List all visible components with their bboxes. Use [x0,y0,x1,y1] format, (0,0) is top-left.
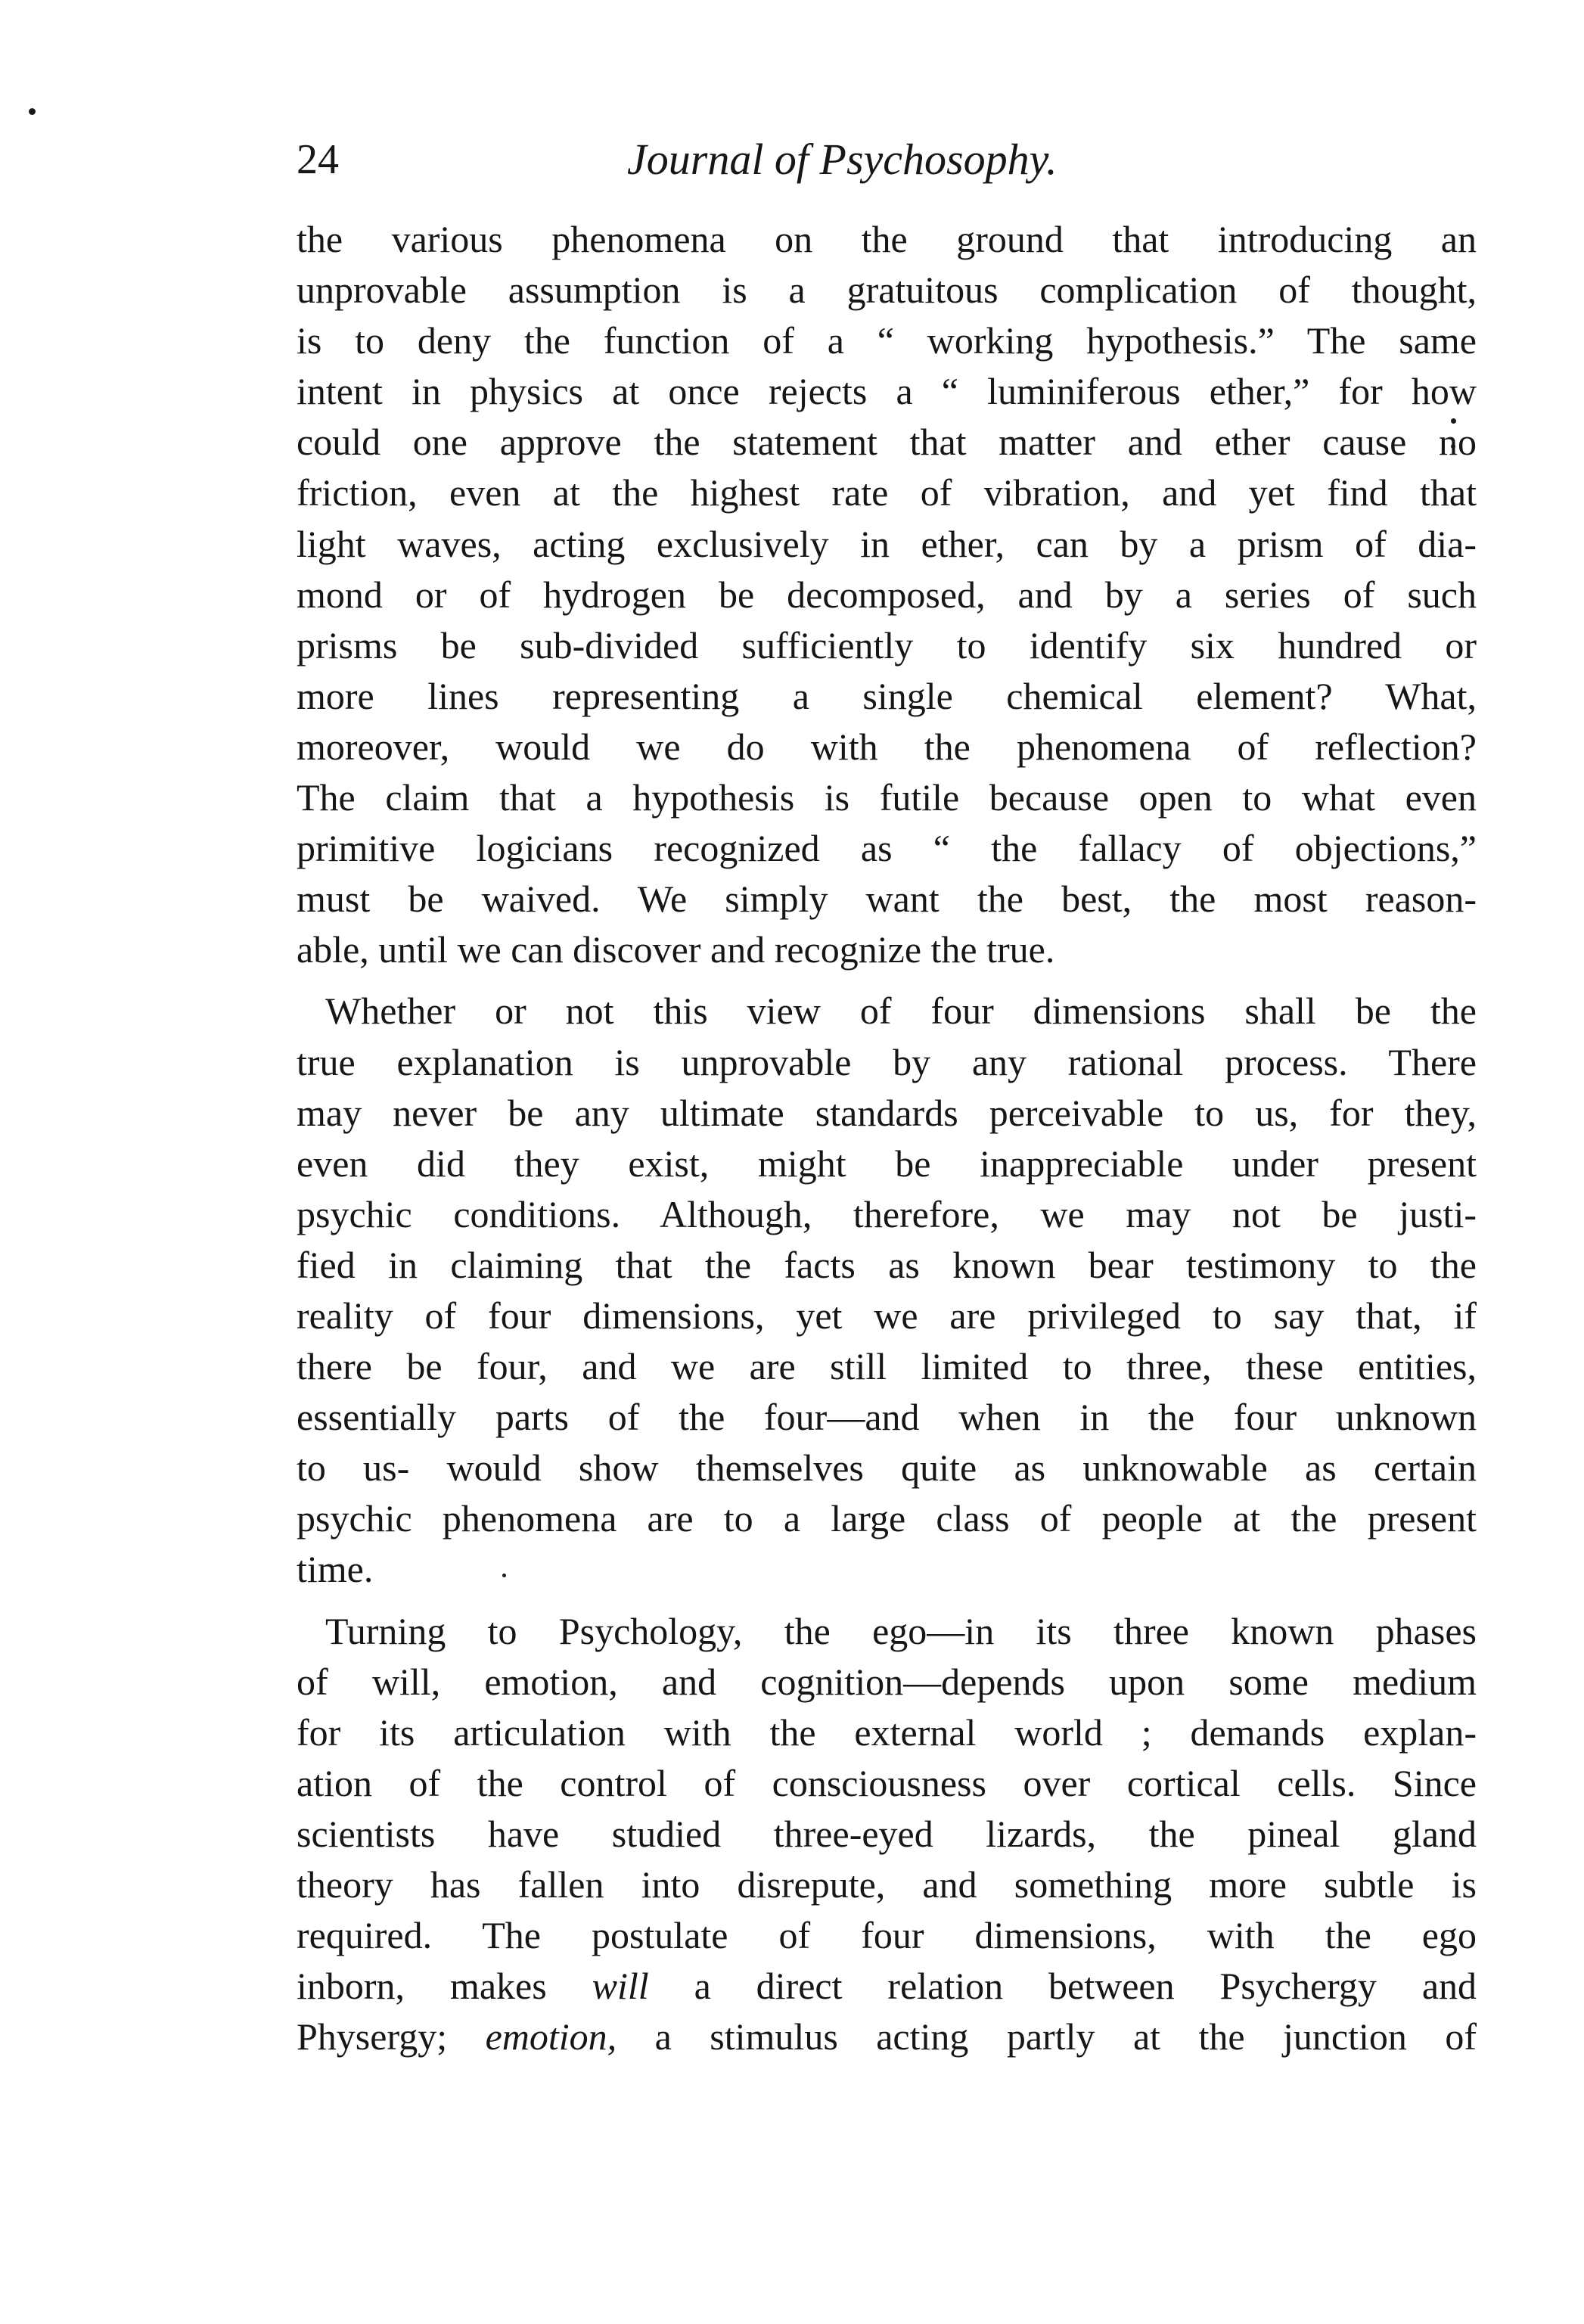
text-line: more lines representing a single chemical element? What, [297,674,1477,717]
text-line: able, until we can discover and recognize the true. [297,928,1055,971]
text-line: psychic conditions. Although, therefore, we may not be justi- [297,1192,1477,1235]
text-line: is to deny the function of a “ working hypothesis.” The same [297,319,1477,362]
emphasis-emotion: emotion, [485,2015,617,2058]
text-line: prisms be sub-divided sufficiently to identify six hundred or [297,623,1477,666]
text-line: scientists have studied three-eyed lizards, the pineal gland [297,1812,1477,1855]
text-line [297,2012,1477,2062]
paragraph-1 [297,214,1477,975]
text-line: there be four, and we are still limited to three, these entities, [297,1345,1477,1388]
text-line: must be waived. We simply want the best, the most reason- [297,878,1477,921]
text-line: true explanation is unprovable by any rational process. There [297,1040,1477,1083]
text-line: light waves, acting exclusively in ether, can by a prism of dia- [297,522,1477,565]
ink-speck [29,108,36,115]
text-line: theory has fallen into disrepute, and something more subtle is [297,1863,1477,1906]
text-line: the various phenomena on the ground that introducing an [297,218,1477,260]
text-line: time. [297,1548,374,1591]
paragraph-3 [297,1606,1477,2063]
text-line: Whether or not this view of four dimensions shall be the [325,990,1477,1033]
text-line: psychic phenomena are to a large class of people at the present [297,1497,1477,1540]
text-line: Turning to Psychology, the ego—in its three known phases [325,1609,1477,1652]
text-line: to us- would show themselves quite as unknowable as certain [297,1446,1477,1490]
page-number: 24 [297,136,339,183]
line-text: inborn, makes [297,1965,547,2008]
text-line: may never be any ultimate standards perceivable to us, for they, [297,1091,1477,1134]
text-line: The claim that a hypothesis is futile because open to what even [297,776,1477,819]
body-text [297,214,1477,2062]
paragraph-2 [297,986,1477,1595]
text-line: ation of the control of consciousness over cortical cells. Since [297,1761,1477,1804]
text-line: intent in physics at once rejects a “ luminiferous ether,” for how [297,370,1477,413]
emphasis-will: will [592,1965,649,2008]
text-line: mond or of hydrogen be decomposed, and by a series of such [297,573,1477,616]
text-line: could one approve the statement that matter and ether cause no [297,421,1477,464]
text-line: fied in claiming that the facts as known bear testimony to the [297,1243,1477,1286]
journal-title: Journal of Psychosophy. [627,135,1058,184]
running-head [297,133,1477,186]
text-line: friction, even at the highest rate of vibration, and yet find that [297,471,1477,514]
text-line [297,1961,1477,2012]
text-line: essentially parts of the four—and when in the four unknown [297,1396,1477,1439]
line-text: a stimulus acting partly at the junction of [654,2015,1477,2058]
text-line: reality of four dimensions, yet we are privileged to say that, if [297,1294,1477,1337]
text-line: for its articulation with the external world ; demands explan- [297,1710,1477,1754]
text-line: unprovable assumption is a gratuitous complication of thought, [297,269,1477,312]
line-text: a direct relation between Psychergy and [694,1965,1477,2008]
text-line: required. The postulate of four dimensions, with the ego [297,1914,1477,1957]
text-line: moreover, would we do with the phenomena of reflection? [297,725,1477,768]
text-line: primitive logicians recognized as “ the fallacy of objections,” [297,827,1477,870]
text-line: of will, emotion, and cognition—depends upon some medium [297,1660,1477,1703]
text-line: even did they exist, might be inappreciable under present [297,1142,1477,1185]
line-text: Physergy; [297,2015,448,2058]
